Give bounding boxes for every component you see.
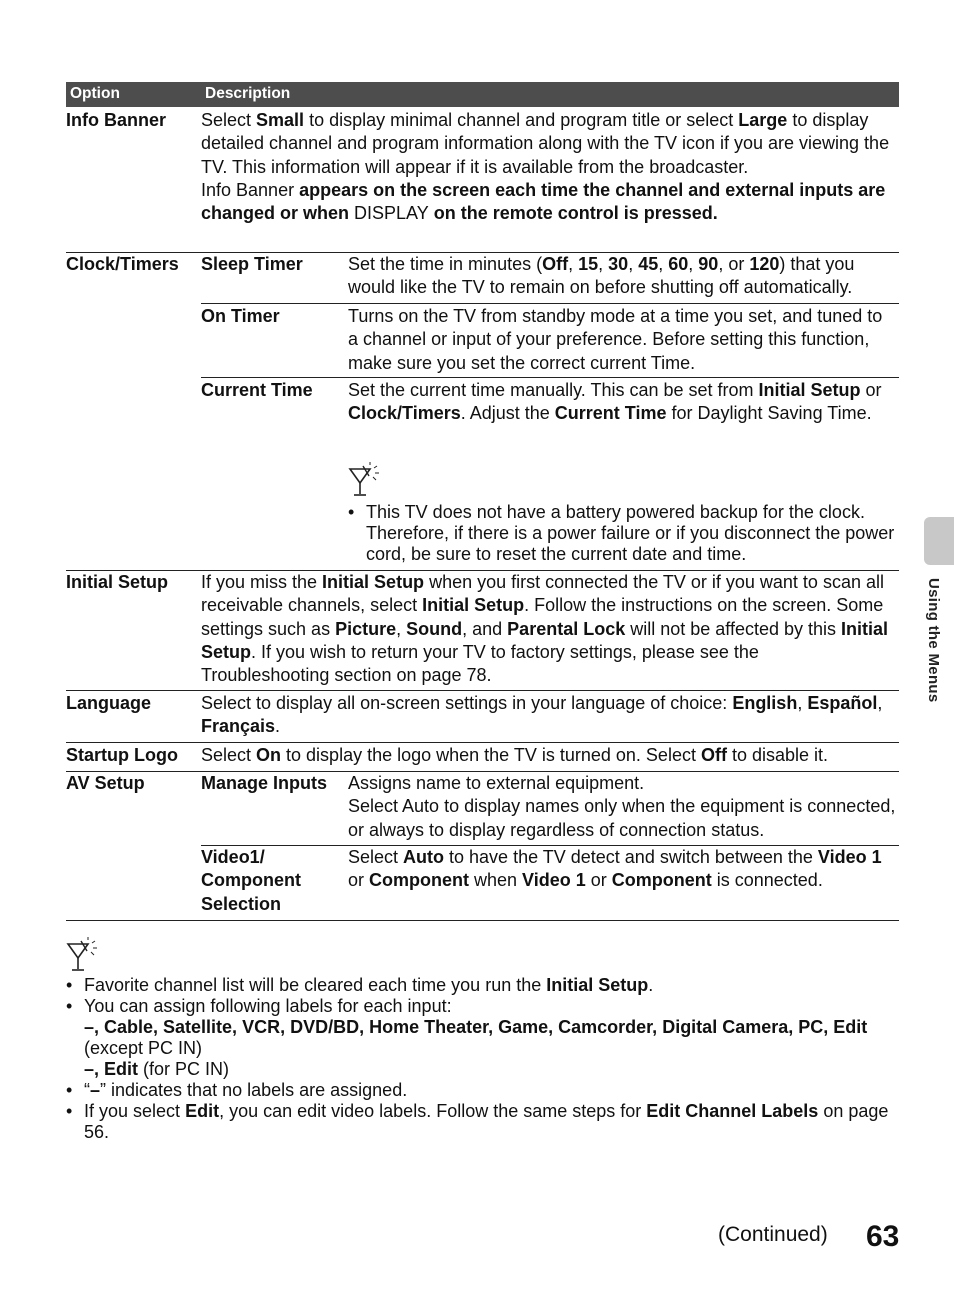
bold-term: Initial Setup (422, 595, 525, 616)
bold-term: appears on the screen each time the channel and external inputs are changed or when (201, 179, 886, 224)
sub-divider (201, 303, 899, 304)
bold-term: English (732, 693, 798, 713)
labels-line1 (84, 1017, 896, 1059)
table-header (66, 82, 899, 107)
text-run: Select (201, 110, 257, 130)
notes-list (66, 975, 896, 1143)
text-run: , (396, 618, 407, 639)
header-description: Description (205, 85, 291, 102)
text-run: , (628, 254, 639, 274)
bold-term: on the remote control is pressed. (428, 203, 718, 224)
desc-manage-inputs-line2: Select Auto to display names only when the equipment is connected, or always to display regardless of connection status. (348, 796, 896, 840)
desc-info-banner-p1 (201, 109, 891, 179)
sub-video1-component (201, 846, 301, 916)
text-run: Set the time in minutes ( (348, 254, 543, 274)
text-run: ) that you would like the TV to remain on before shutting off automatically. (348, 254, 855, 298)
text-run: to display minimal channel and program title or select (304, 110, 739, 130)
bold-term: Español (807, 693, 878, 713)
desc-startup-logo (201, 744, 891, 767)
text-run: (for PC IN) (138, 1059, 230, 1079)
bold-term: –, Edit (84, 1059, 139, 1079)
text-run: is connected. (711, 870, 823, 891)
text-run: , (877, 693, 883, 713)
bold-term: Edit (185, 1101, 220, 1121)
sub-current-time: Current Time (201, 380, 313, 400)
option-startup-logo: Startup Logo (66, 745, 178, 765)
labels-line2 (84, 1059, 896, 1080)
text-run: to have the TV detect and switch between the (444, 847, 818, 867)
desc-info-banner-p2 (201, 179, 891, 226)
bold-term: Clock/Timers (348, 403, 461, 424)
text-run: . (648, 975, 654, 995)
section-tab (924, 517, 954, 565)
text-run: when (469, 870, 523, 891)
text-run: . Follow the instructions on the screen. Some settings such as (201, 595, 884, 639)
list-item: • This TV does not have a battery powered backup for the clock. Therefore, if there is a power failure or if you disconnect the power cord, be sure to reset the current date and time. (348, 502, 896, 565)
text-run: on page 56. (84, 1101, 889, 1142)
table-bottom-rule (66, 920, 899, 921)
bold-term: –, Cable, Satellite, VCR, DVD/BD, Home Theater, Game, Camcorder, Digital Camera, PC, Edit (84, 1017, 868, 1037)
bold-term: 120 (749, 254, 780, 274)
text-run: Info Banner (201, 179, 295, 200)
text-run: to display the logo when the TV is turned on. Select (281, 745, 701, 765)
text-run: , (688, 254, 699, 274)
option-clock-timers: Clock/Timers (66, 254, 179, 274)
option-language: Language (66, 693, 152, 713)
text-run: If you miss the (201, 572, 323, 592)
sub-on-timer: On Timer (201, 306, 280, 326)
desc-manage-inputs (348, 772, 896, 842)
desc-current-time (348, 379, 896, 426)
list-item (66, 1080, 896, 1101)
text-run: will not be affected by this (625, 618, 842, 639)
bold-term: – (90, 1080, 101, 1100)
bold-term: Small (256, 110, 305, 130)
text-run: Select to display all on-screen settings in your language of choice: (201, 693, 733, 713)
text-run: You can assign following labels for each input: (84, 996, 452, 1016)
text-run: , (568, 254, 579, 274)
text-run: , you can edit video labels. Follow the same steps for (219, 1101, 647, 1121)
header-option: Option (70, 85, 120, 102)
row-divider (66, 690, 899, 691)
bold-term: Parental Lock (507, 618, 626, 639)
desc-video1-component (348, 846, 896, 893)
option-initial-setup: Initial Setup (66, 572, 169, 592)
bold-term: 60 (668, 254, 689, 274)
bold-term: 15 (578, 254, 599, 274)
text-run: DISPLAY (354, 203, 429, 224)
bold-term: Current Time (554, 403, 667, 424)
desc-initial-setup (201, 571, 891, 687)
text-run: , or (718, 254, 750, 274)
desc-language (201, 692, 891, 739)
desc-sleep-timer (348, 253, 896, 300)
text-run: or (860, 380, 882, 400)
sub-sleep-timer: Sleep Timer (201, 254, 303, 274)
text-run: Select (348, 847, 404, 867)
text-run: (except PC IN) (84, 1038, 203, 1058)
bold-term: 45 (638, 254, 659, 274)
text-run: . (275, 716, 281, 737)
sub-divider (201, 377, 899, 378)
text-run: to display detailed channel and program information along with the TV icon if you are viewing the TV. This information will appear if it is available from the broadcaster. (201, 110, 890, 177)
row-divider (66, 742, 899, 743)
list-item (66, 1101, 896, 1143)
text-run: ” indicates that no labels are assigned. (100, 1080, 408, 1100)
text-run: , (658, 254, 669, 274)
bold-term: 30 (608, 254, 629, 274)
text-run: or (348, 870, 370, 891)
note-icon (66, 937, 102, 973)
text-run: to disable it. (726, 745, 829, 765)
note-icon (348, 462, 384, 498)
text-run: , and (462, 618, 508, 639)
bold-term: Picture (335, 618, 397, 639)
bold-term: Component (611, 870, 712, 891)
bold-term: Français (201, 716, 276, 737)
text-run: , (598, 254, 609, 274)
sub-manage-inputs: Manage Inputs (201, 773, 328, 793)
current-time-note (348, 502, 896, 565)
text-run: or (585, 870, 612, 891)
list-item (66, 975, 896, 996)
bold-term: Large (738, 110, 788, 130)
bold-term: Initial Setup (546, 975, 649, 995)
text-run: Favorite channel list will be cleared each time you run the (84, 975, 547, 995)
bold-term: Off (700, 745, 727, 765)
bold-term: Off (542, 254, 569, 274)
bold-term: Initial Setup (201, 618, 889, 662)
text-run: , (797, 693, 808, 713)
text-run: . Adjust the (460, 403, 555, 424)
desc-info-banner (201, 109, 891, 225)
list-item (66, 996, 896, 1080)
bold-term: Sound (406, 618, 463, 639)
text-run: for Daylight Saving Time. (666, 403, 872, 424)
bold-term: Edit Channel Labels (646, 1101, 819, 1121)
text-run: . If you wish to return your TV to factory settings, please see the Troubleshooting section on page 78. (201, 641, 759, 686)
bold-term: Auto (403, 847, 445, 867)
text-run: when you first connected the TV or if you want to scan all receivable channels, select (201, 572, 884, 616)
bold-term: Video 1 (817, 847, 882, 867)
option-av-setup: AV Setup (66, 773, 145, 793)
sub-selection-line: Selection (201, 893, 282, 914)
text-run: If you select (84, 1101, 186, 1121)
sub-video1-line: Video1/ (201, 847, 265, 867)
desc-manage-inputs-line1: Assigns name to external equipment. (348, 773, 645, 793)
bold-term: On (256, 745, 282, 765)
page-number: 63 (866, 1220, 900, 1253)
text-run: Select (201, 745, 257, 765)
list-item-text (84, 996, 896, 1017)
text-run: “ (84, 1080, 90, 1100)
bold-term: Initial Setup (758, 380, 861, 400)
bold-term: Component (369, 870, 469, 891)
bold-term: 90 (698, 254, 719, 274)
option-info-banner: Info Banner (66, 110, 167, 130)
bold-term: Initial Setup (322, 572, 425, 592)
section-label: Using the Menus (925, 578, 942, 703)
continued-label: (Continued) (718, 1223, 828, 1246)
desc-on-timer: Turns on the TV from standby mode at a time you set, and tuned to a channel or input of your preference. Before setting this function, make sure you set the correct current Time. (348, 306, 883, 373)
text-run: Set the current time manually. This can be set from (348, 380, 759, 400)
bold-term: Video 1 (522, 870, 586, 891)
sub-component-line: Component (201, 870, 301, 891)
